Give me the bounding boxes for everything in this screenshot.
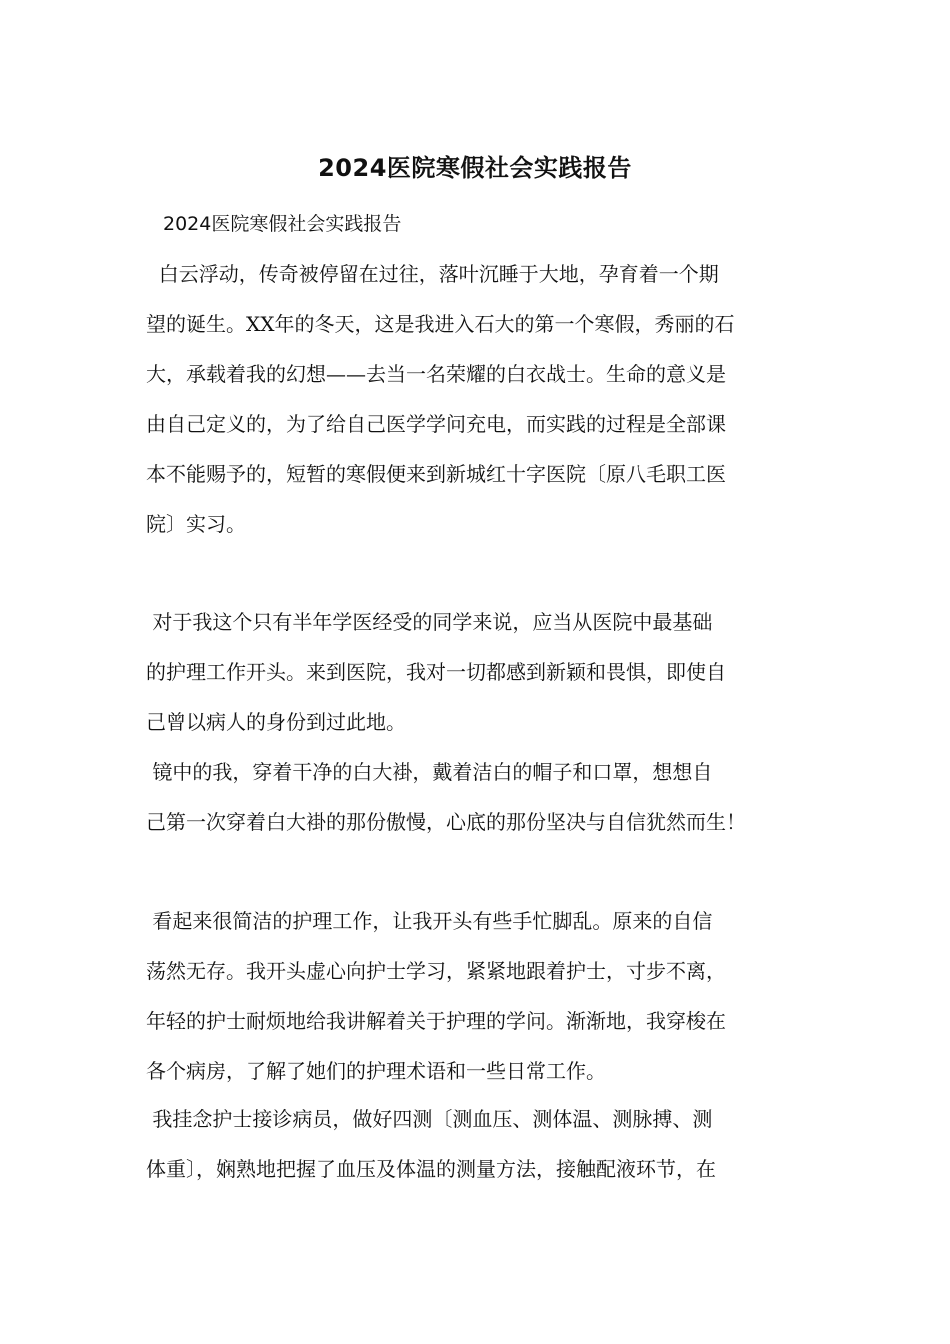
paragraph-line: 镜中的我，穿着干净的白大褂，戴着洁白的帽子和口罩，想想自 [146, 760, 713, 784]
paragraph-line: 看起来很简洁的护理工作，让我开头有些手忙脚乱。原来的自信 [146, 909, 713, 933]
paragraph-line: 体重〕，娴熟地把握了血压及体温的测量方法，接触配液环节，在 [146, 1157, 716, 1181]
paragraph-line: 院〕实习。 [146, 512, 246, 536]
document-subtitle: 2024医院寒假社会实践报告 [163, 213, 402, 235]
paragraph-line: 荡然无存。我开头虚心向护士学习，紧紧地跟着护士，寸步不离， [146, 959, 726, 983]
paragraph-line: 由自己定义的，为了给自己医学学问充电，而实践的过程是全部课 [146, 412, 726, 436]
paragraph-line: 望的诞生。XX年的冬天，这是我进入石大的第一个寒假，秀丽的石 [146, 312, 735, 336]
paragraph-line: 己第一次穿着白大褂的那份傲慢，心底的那份坚决与自信犹然而生！ [146, 810, 746, 834]
paragraph-line: 的护理工作开头。来到医院，我对一切都感到新颖和畏惧，即使自 [146, 660, 726, 684]
document-title: 2024医院寒假社会实践报告 [318, 154, 632, 182]
paragraph-line: 大，承载着我的幻想——去当一名荣耀的白衣战士。生命的意义是 [146, 362, 726, 386]
paragraph-line: 年轻的护士耐烦地给我讲解着关于护理的学问。渐渐地，我穿梭在 [146, 1009, 726, 1033]
paragraph-line: 对于我这个只有半年学医经受的同学来说，应当从医院中最基础 [146, 610, 713, 634]
paragraph-line: 己曾以病人的身份到过此地。 [146, 710, 406, 734]
paragraph-line: 各个病房，了解了她们的护理术语和一些日常工作。 [146, 1059, 606, 1083]
paragraph-line: 本不能赐予的，短暂的寒假便来到新城红十字医院〔原八毛职工医 [146, 462, 726, 486]
paragraph-line: 我挂念护士接诊病员，做好四测〔测血压、测体温、测脉搏、测 [146, 1107, 713, 1131]
paragraph-line: 白云浮动，传奇被停留在过往，落叶沉睡于大地，孕育着一个期 [146, 262, 719, 286]
